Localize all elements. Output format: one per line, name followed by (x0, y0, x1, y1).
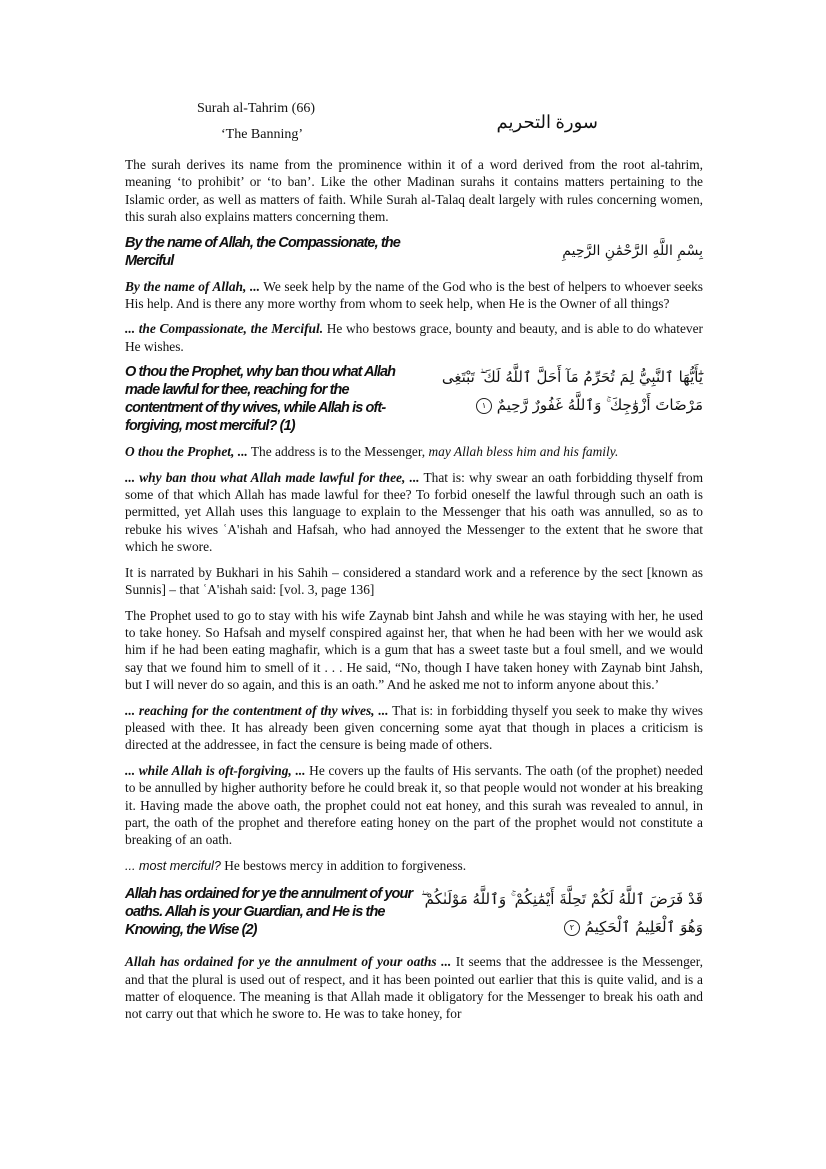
ayah-end-mark-icon: ٢ (564, 920, 580, 936)
commentary-lead: ... the Compassionate, the Merciful. (125, 321, 324, 337)
surah-subtitle: ‘The Banning’ (221, 127, 304, 142)
commentary-paragraph (125, 857, 703, 875)
commentary-paragraph (125, 278, 703, 313)
commentary-paragraph (125, 762, 703, 849)
commentary-lead: By the name of Allah, ... (125, 278, 260, 294)
commentary-lead: Allah has ordained for ye the annulment of your oaths ... (125, 954, 452, 970)
verse-2 (125, 885, 703, 941)
basmala-verse (125, 234, 703, 270)
basmala-english: By the name of Allah, the Compassionate, the Merciful (125, 234, 400, 269)
commentary-lead: ... most merciful? (125, 858, 221, 873)
commentary-lead: ... while Allah is oft-forgiving, ... (125, 762, 306, 778)
commentary-paragraph (125, 320, 703, 355)
commentary-text: That is: in forbidding thyself you seek to make thy wives pleased with thee. It has already been given concerning some ayat that though in places a criticism is directed at the addressee, in fact the censure is being made of others. (125, 702, 703, 753)
commentary-lead: ... why ban thou what Allah made lawful for thee, ... (125, 469, 420, 485)
ayah-end-mark-icon: ١ (476, 398, 492, 414)
verse-2-arabic-text: قَدْ فَرَضَ ٱللَّهُ لَكُمْ تَحِلَّةَ أَيْمَٰنِكُمْ ۚ وَٱللَّهُ مَوْلَىٰكُمْ ۖ وَهُوَ ٱلْعَلِيمُ ٱلْحَكِيمُ (420, 890, 703, 937)
narration-quote: The Prophet used to go to stay with his wife Zaynab bint Jahsh and while he was staying with her, he used to take honey. So Hafsah and myself conspired against her, that when he had been with her we would ask him if he had been eating maghafir, which is a gum that has a sweet taste but a foul smell, and we would say that we found him to smell of it . . . He said, “No, though I have taken honey with Zaynab bint Jahsh, but I will never do so again, and this is an oath.” And he asked me not to inform anyone about this.’ (125, 607, 703, 693)
document-page (125, 96, 703, 1023)
commentary-lead: O thou the Prophet, ... (125, 444, 248, 460)
verse-2-arabic (418, 885, 703, 941)
commentary-salutation: may Allah bless him and his family. (428, 444, 619, 460)
surah-title: Surah al-Tahrim (66) (197, 101, 315, 116)
commentary-paragraph (125, 702, 703, 754)
basmala-arabic: بِسْمِ اللَّهِ الرَّحْمَٰنِ الرَّحِيمِ (562, 242, 703, 259)
surah-title-arabic: سورة التحريم (496, 112, 598, 132)
commentary-text: That is: why swear an oath forbidding thyself from some of that which Allah has made lawful for thee? To forbid oneself the lawful through such an oath is permitted, yet Allah uses this language to explain to the Messenger that his oath was annulled, so as to rebuke his wives ʿA'ishah and Hafsah, who had annoyed the Messenger to the extent that he swore that which he swore. (125, 469, 703, 555)
commentary-paragraph (125, 443, 703, 460)
verse-1 (125, 363, 703, 435)
intro-paragraph: The surah derives its name from the prominence within it of a word derived from the root al-tahrim, meaning ‘to prohibit’ or ‘to ban’. Like the other Madinan surahs it contains matters pertaining to the Islamic order, as well as matters of faith. While Surah al-Talaq dealt largely with rules concerning women, this surah also explains matters concerning them. (125, 157, 703, 225)
commentary-text: The address is to the Messenger, (247, 444, 429, 460)
commentary-paragraph (125, 953, 703, 1023)
surah-header (125, 96, 703, 152)
verse-1-arabic (418, 363, 703, 419)
commentary-paragraph (125, 469, 703, 556)
commentary-lead: ... reaching for the contentment of thy wives, ... (125, 702, 389, 718)
commentary-text: We seek help by the name of the God who is the best of helpers to whoever seeks His help. And is there any more worthy from whom to seek help, when He is the Owner of all things? (125, 278, 703, 312)
verse-1-arabic-text: يَٰٓأَيُّهَا ٱلنَّبِيُّ لِمَ تُحَرِّمُ مَآ أَحَلَّ ٱللَّهُ لَكَ ۖ تَبْتَغِى مَرْضَاتَ أَزْوَٰجِكَ ۚ وَٱللَّهُ غَفُورٌ رَّحِيمٌ (441, 368, 703, 415)
commentary-text: He who bestows grace, bounty and beauty, and is able to do whatever He wishes. (125, 321, 704, 354)
commentary-text: He covers up the faults of His servants. The oath (of the prophet) needed to be annulled by higher authority before he could break it, so that people would not wonder at his breaking it. Having made the above oath, the prophet could not eat honey, and this surah was revealed to annul, in part, the oath of the prophet and therefore eating honey on the part of the prophet would not constitute a breaking of an oath. (125, 762, 704, 848)
commentary-text: It seems that the addressee is the Messenger, and that the plural is used out of respect, and it has been pointed out earlier that this is quite valid, and is a matter of eloquence. The meaning is that Allah made it obligatory for the Messenger to break his oath and not carry out that which he swore to. He was to take honey, for (125, 954, 703, 1022)
verse-1-english: O thou the Prophet, why ban thou what Allah made lawful for thee, reaching for the contentment of thy wives, while Allah is oft-forgiving, most merciful? (1) (125, 364, 396, 435)
commentary-text: He bestows mercy in addition to forgiveness. (220, 857, 467, 873)
narration-intro: It is narrated by Bukhari in his Sahih – considered a standard work and a reference by the sect [known as Sunnis] – that ʿA'ishah said: [vol. 3, page 136] (125, 564, 703, 598)
verse-2-english: Allah has ordained for ye the annulment of your oaths. Allah is your Guardian, and He is the Knowing, the Wise (2) (125, 886, 413, 939)
